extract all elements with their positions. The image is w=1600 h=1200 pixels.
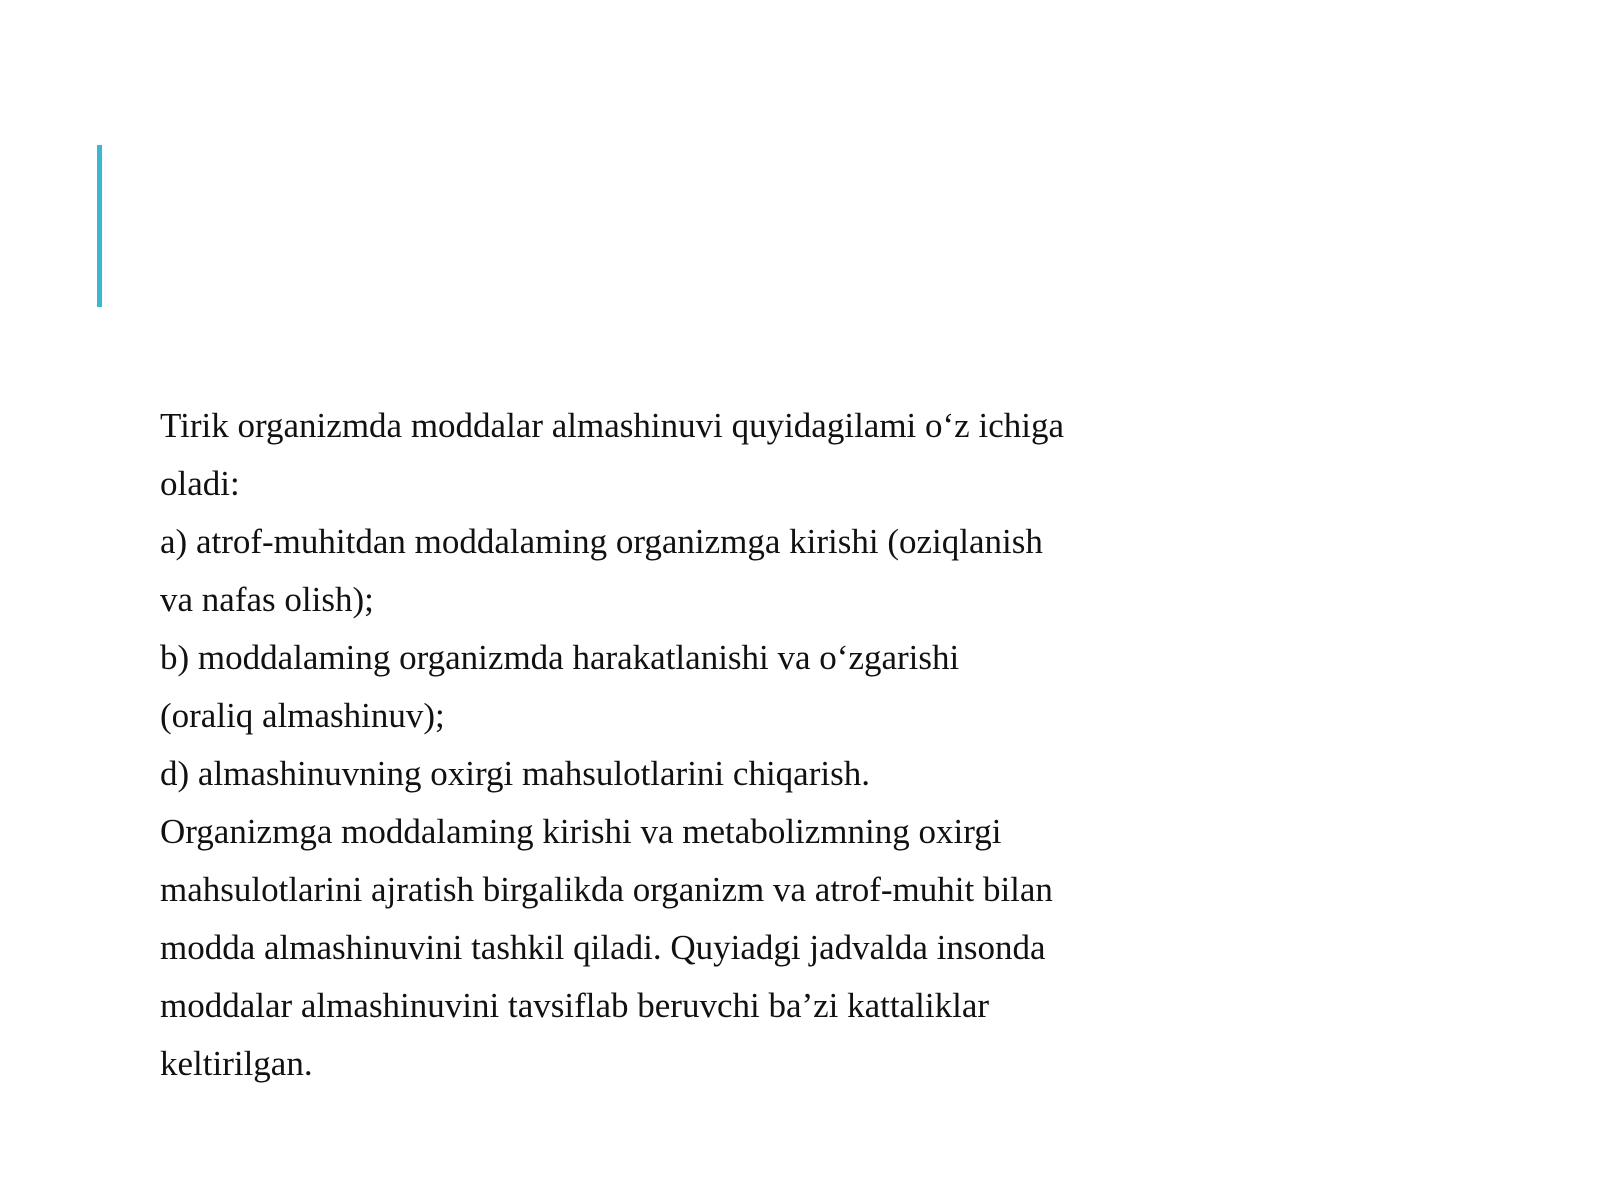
text-line-4: va nafas olish); xyxy=(160,580,374,619)
text-line-9: mahsulotlarini ajratish birgalikda organizm va atrof-muhit bilan xyxy=(160,870,1053,909)
text-line-10: modda almashinuvini tashkil qiladi. Quyiadgi jadvalda insonda xyxy=(160,928,1046,967)
title-placeholder xyxy=(130,145,1430,307)
accent-bar xyxy=(97,145,102,307)
text-line-1: Tirik organizmda moddalar almashinuvi quyidagilami o‘z ichiga xyxy=(160,406,1064,445)
body-text xyxy=(160,397,1160,1093)
text-line-3: a) atrof-muhitdan moddalaming organizmga kirishi (oziqlanish xyxy=(160,522,1043,561)
text-line-12: keltirilgan. xyxy=(160,1044,313,1083)
text-line-6: (oraliq almashinuv); xyxy=(160,696,445,735)
text-line-8: Organizmga moddalaming kirishi va metabolizmning oxirgi xyxy=(160,812,1002,851)
text-line-11: moddalar almashinuvini tavsiflab beruvchi ba’zi kattaliklar xyxy=(160,986,990,1025)
text-line-7: d) almashinuvning oxirgi mahsulotlarini chiqarish. xyxy=(160,754,870,793)
text-line-5: b) moddalaming organizmda harakatlanishi va o‘zgarishi xyxy=(160,638,960,677)
text-line-2: oladi: xyxy=(160,464,240,503)
